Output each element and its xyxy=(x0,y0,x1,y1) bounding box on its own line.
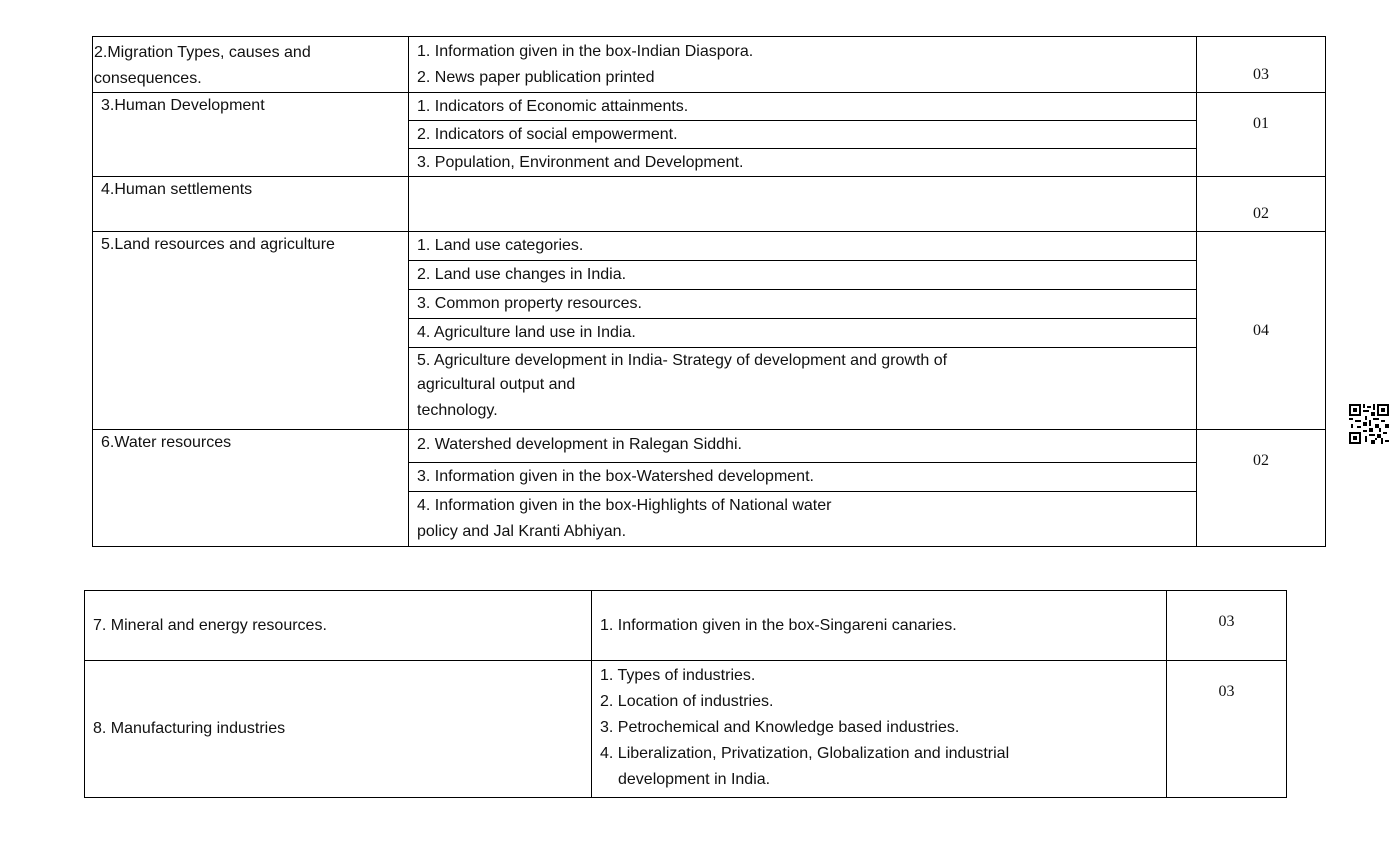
topic-cell: 6.Water resources xyxy=(93,430,409,547)
content-cell xyxy=(409,430,1197,547)
content-item: 4. Agriculture land use in India. xyxy=(417,324,636,341)
topic-cell: 5.Land resources and agriculture xyxy=(93,232,409,430)
marks-cell: 02 xyxy=(1197,177,1326,232)
content-item: 1. Indicators of Economic attainments. xyxy=(417,98,689,115)
content-item: 1. Information given in the box-Singareni canaries. xyxy=(600,616,957,634)
topic-cell xyxy=(93,37,409,93)
content-item: 2. Location of industries. xyxy=(600,693,774,710)
content-cell xyxy=(409,232,1197,430)
content-item: 2. News paper publication printed xyxy=(417,69,655,86)
content-item: 2. Indicators of social empowerment. xyxy=(417,126,678,143)
table-row xyxy=(93,232,1326,430)
topic-cell: 7. Mineral and energy resources. xyxy=(85,591,592,661)
topic-line: consequences. xyxy=(94,70,202,87)
content-item: 3. Common property resources. xyxy=(417,295,642,312)
content-cell xyxy=(592,591,1167,661)
content-item: 1. Types of industries. xyxy=(600,667,756,684)
content-item: technology. xyxy=(417,402,498,419)
syllabus-table-lower xyxy=(84,590,1287,798)
content-item: 2. Watershed development in Ralegan Siddhi. xyxy=(417,436,742,453)
qr-code-icon xyxy=(1349,404,1389,444)
content-item: 4. Information given in the box-Highlights of National water xyxy=(417,497,832,514)
topic-cell: 8. Manufacturing industries xyxy=(85,661,592,798)
table-row xyxy=(85,591,1287,661)
table-row xyxy=(93,93,1326,177)
topic-line: 2.Migration Types, causes and xyxy=(94,44,311,61)
marks-cell: 01 xyxy=(1197,93,1326,177)
content-cell xyxy=(409,177,1197,232)
content-cell xyxy=(409,93,1197,177)
marks-cell: 03 xyxy=(1167,591,1287,661)
content-item: 2. Land use changes in India. xyxy=(417,266,627,283)
marks-cell: 03 xyxy=(1197,37,1326,93)
topic-cell: 3.Human Development xyxy=(93,93,409,177)
content-item: 5. Agriculture development in India- Strategy of development and growth of xyxy=(417,352,948,369)
content-item: 3. Information given in the box-Watershed development. xyxy=(417,468,814,485)
table-row xyxy=(93,430,1326,547)
table-row xyxy=(93,37,1326,93)
content-item: 4. Liberalization, Privatization, Globalization and industrial xyxy=(600,745,1010,762)
marks-cell: 04 xyxy=(1197,232,1326,430)
content-item: 1. Information given in the box-Indian Diaspora. xyxy=(417,43,754,60)
marks-cell: 03 xyxy=(1167,661,1287,798)
content-cell xyxy=(592,661,1167,798)
syllabus-table-upper xyxy=(92,36,1326,547)
topic-cell: 4.Human settlements xyxy=(93,177,409,232)
content-item: agricultural output and xyxy=(417,376,576,393)
table-row xyxy=(93,177,1326,232)
content-cell xyxy=(409,37,1197,93)
marks-cell: 02 xyxy=(1197,430,1326,547)
content-item: policy and Jal Kranti Abhiyan. xyxy=(417,523,627,540)
table-row xyxy=(85,661,1287,798)
content-item: 3. Petrochemical and Knowledge based industries. xyxy=(600,719,960,736)
content-item: 1. Land use categories. xyxy=(417,237,584,254)
content-item: 3. Population, Environment and Development. xyxy=(417,154,744,171)
content-item: development in India. xyxy=(618,771,771,788)
